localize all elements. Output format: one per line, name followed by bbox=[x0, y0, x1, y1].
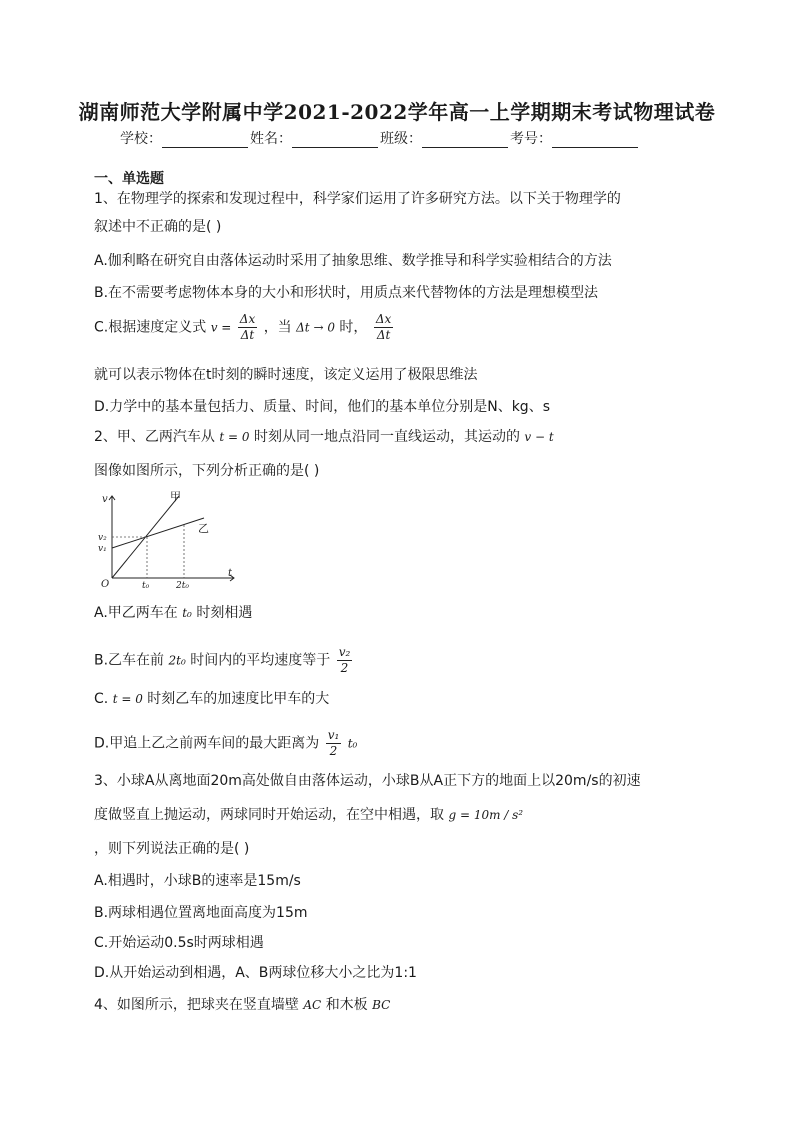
q2-option-d bbox=[94, 728, 704, 759]
q2-option-d-part1: D.甲追上乙之前两车间的最大距离为 bbox=[94, 735, 320, 752]
q2-option-c bbox=[94, 690, 704, 708]
q2-option-a-part1: A.甲乙两车在 bbox=[94, 605, 178, 621]
vt-graph bbox=[94, 488, 244, 588]
q2-option-b bbox=[94, 645, 704, 676]
tick-v2-label: v₂ bbox=[98, 533, 107, 543]
fraction-numerator: Δx bbox=[375, 312, 392, 326]
q1-option-c-continued: 就可以表示物体在t时刻的瞬时速度，该定义运用了极限思维法 bbox=[94, 367, 478, 383]
q3-option-c: C.开始运动0.5s时两球相遇 bbox=[94, 935, 264, 951]
tick-t0-label: t₀ bbox=[142, 581, 150, 588]
q4-stem-part2: 和木板 bbox=[325, 997, 368, 1013]
q1-option-c-fraction-2 bbox=[374, 312, 393, 343]
origin-label: O bbox=[101, 579, 110, 588]
q3-stem-line2-text: 度做竖直上抛运动，两球同时开始运动，在空中相遇，取 bbox=[94, 807, 444, 823]
q2-option-d-fraction bbox=[326, 728, 342, 759]
name-blank[interactable] bbox=[292, 133, 378, 148]
q4-stem-bc: BC bbox=[372, 998, 391, 1012]
fraction-numerator: Δx bbox=[239, 312, 256, 326]
q1-option-b: B.在不需要考虑物体本身的大小和形状时，用质点来代替物体的方法是理想模型法 bbox=[94, 285, 599, 301]
q1-option-c-v: v = bbox=[210, 320, 232, 335]
student-info-row bbox=[120, 128, 680, 148]
axis-v-label: v bbox=[102, 494, 108, 505]
q2-stem-part2: 时刻从同一地点沿同一直线运动，其运动的 bbox=[253, 429, 520, 445]
section-title: 一、单选题 bbox=[94, 171, 164, 187]
class-blank[interactable] bbox=[422, 133, 508, 148]
q2-option-d-t0: t₀ bbox=[347, 736, 358, 751]
q2-option-b-2t0: 2t₀ bbox=[168, 653, 186, 668]
q1-option-c-mid: ，当 bbox=[263, 319, 292, 336]
q2-option-b-part1: B.乙车在前 bbox=[94, 652, 165, 669]
q2-stem-t0: t = 0 bbox=[219, 430, 250, 444]
q2-stem-vt: v − t bbox=[524, 430, 554, 444]
q3-option-d: D.从开始运动到相遇，A、B两球位移大小之比为1:1 bbox=[94, 965, 417, 981]
fraction-denominator: Δt bbox=[240, 328, 255, 342]
q1-option-c-fraction bbox=[238, 312, 257, 343]
q2-option-b-fraction bbox=[337, 645, 353, 676]
axis-t-label: t bbox=[228, 568, 233, 579]
fraction-denominator: 2 bbox=[340, 661, 349, 675]
fraction-denominator: 2 bbox=[329, 744, 338, 758]
q1-stem-line2: 叙述中不正确的是( ) bbox=[94, 219, 222, 235]
q1-option-d: D.力学中的基本量包括力、质量、时间，他们的基本单位分别是N、kg、s bbox=[94, 399, 550, 415]
tick-2t0-label: 2t₀ bbox=[176, 581, 189, 588]
q1-stem-line1: 1、在物理学的探索和发现过程中，科学家们运用了许多研究方法。以下关于物理学的 bbox=[94, 191, 621, 207]
q4-stem-part1: 4、如图所示，把球夹在竖直墙壁 bbox=[94, 997, 299, 1013]
q2-option-a bbox=[94, 604, 704, 622]
q3-stem-line1: 3、小球A从离地面20m高处做自由落体运动，小球B从A正下方的地面上以20m/s的初速 bbox=[94, 773, 641, 789]
tick-v1-label: v₁ bbox=[98, 544, 107, 554]
q2-option-b-part2: 时间内的平均速度等于 bbox=[190, 652, 331, 669]
q1-option-c bbox=[94, 312, 704, 343]
q3-option-a: A.相遇时，小球B的速率是15m/s bbox=[94, 873, 301, 889]
school-blank[interactable] bbox=[162, 133, 248, 148]
exam-number-label: 考号： bbox=[510, 131, 552, 147]
line-yi bbox=[112, 518, 204, 548]
q2-option-c-part2: 时刻乙车的加速度比甲车的大 bbox=[147, 691, 330, 707]
q2-stem-line1 bbox=[94, 428, 704, 446]
q1-option-c-when: 时， bbox=[339, 319, 368, 336]
fraction-denominator: Δt bbox=[376, 328, 391, 342]
q3-stem-g: g = 10m / s² bbox=[448, 808, 524, 822]
exam-number-blank[interactable] bbox=[552, 133, 638, 148]
q2-option-c-t: t = 0 bbox=[112, 692, 143, 706]
fraction-numerator: v₁ bbox=[327, 728, 340, 742]
q3-stem-line3: ，则下列说法正确的是( ) bbox=[94, 841, 250, 857]
q1-option-c-prefix: C.根据速度定义式 bbox=[94, 319, 207, 336]
exam-title: 湖南师范大学附属中学2021-2022学年高一上学期期末考试物理试卷 bbox=[78, 100, 716, 124]
label-yi: 乙 bbox=[198, 522, 209, 535]
q3-option-b: B.两球相遇位置离地面高度为15m bbox=[94, 905, 308, 921]
q2-option-a-part2: 时刻相遇 bbox=[196, 605, 253, 621]
q1-option-a: A.伽利略在研究自由落体运动时采用了抽象思维、数学推导和科学实验相结合的方法 bbox=[94, 253, 612, 269]
q4-stem-ac: AC bbox=[303, 998, 322, 1012]
school-label: 学校： bbox=[120, 131, 162, 147]
q3-stem-line2 bbox=[94, 806, 704, 824]
q2-option-a-t0: t₀ bbox=[182, 606, 192, 620]
name-label: 姓名： bbox=[250, 131, 292, 147]
q4-stem-line1 bbox=[94, 996, 704, 1014]
class-label: 班级： bbox=[380, 131, 422, 147]
q2-stem-part1: 2、甲、乙两汽车从 bbox=[94, 429, 215, 445]
fraction-numerator: v₂ bbox=[338, 645, 351, 659]
q2-option-c-part1: C. bbox=[94, 691, 109, 707]
q2-stem-line2: 图像如图所示，下列分析正确的是( ) bbox=[94, 463, 320, 479]
label-jia: 甲 bbox=[170, 490, 181, 503]
q1-option-c-limit: Δt → 0 bbox=[296, 320, 335, 335]
